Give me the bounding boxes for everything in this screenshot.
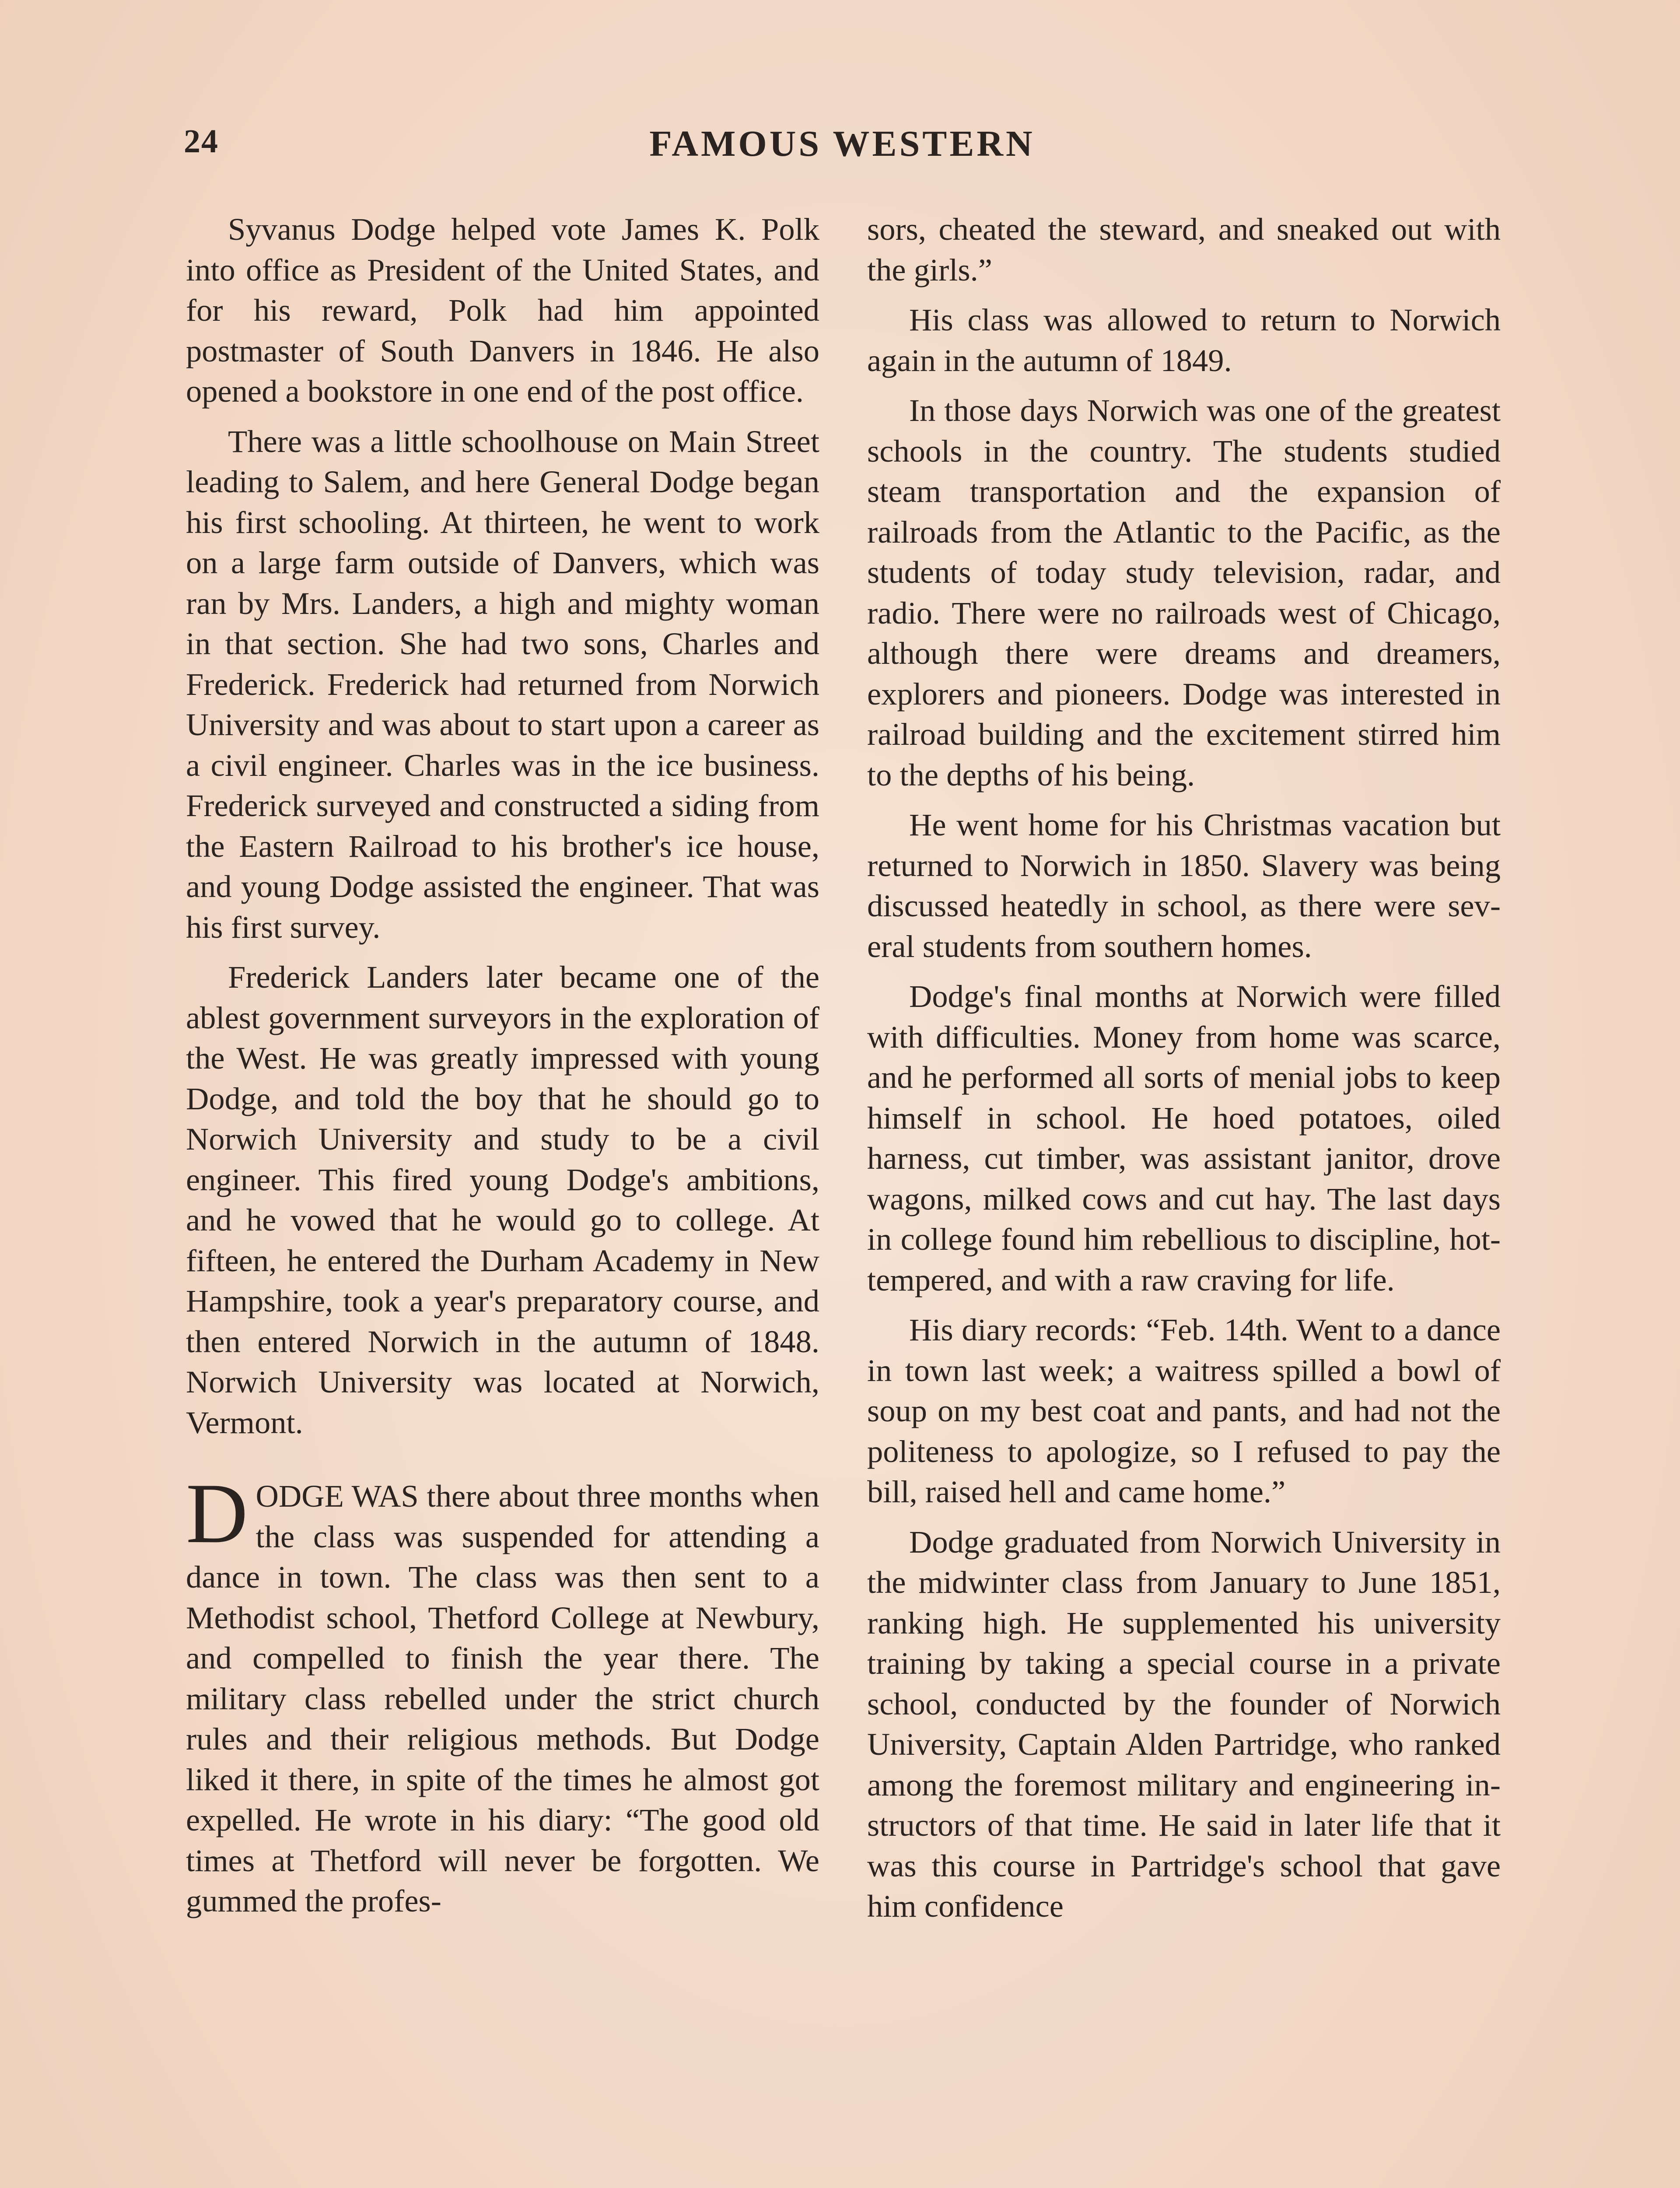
left-column (186, 209, 819, 2188)
paragraph: He went home for his Christmas vacation but returned to Norwich in 1850. Slavery was being discussed heatedly in school, as there were several students from southern homes. (867, 807, 1501, 964)
section-start-paragraph (186, 1466, 819, 1922)
paragraph: Dodge graduated from Norwich University in the midwinter class from January to June 1851, ranking high. He supplemented his university training by taking a special course in a private school, conducted by the founder of Norwich University, Captain Alden Partridge, who ranked among the foremost military and engineering instructors of that time. He said in later life that it was this course in Partridge's school that gave him confidence (867, 1524, 1501, 1924)
paragraph: His diary records: “Feb. 14th. Went to a dance in town last week; a waitress spilled a bowl of soup on my best coat and pants, and had not the politeness to apologize, so I refused to pay the bill, raised hell and came home.” (867, 1312, 1501, 1509)
paragraph: Dodge's final months at Norwich were filled with difficulties. Money from home was scarce, and he performed all sorts of menial jobs to keep himself in school. He hoed potatoes, oiled harness, cut timber, was assistant janitor, drove wagons, milked cows and cut hay. The last days in college found him rebellious to discipline, hot-tempered, and with a raw craving for life. (867, 978, 1501, 1297)
paragraph-text: ODGE WAS there about three months when the class was suspended for attending a dance in town. The class was then sent to a Methodist school, Thetford College at Newbury, and compelled to finish the year there. The military class rebelled under the strict church rules and their religious methods. But Dodge liked it there, in spite of the times he almost got expelled. He wrote in his diary: “The good old times at Thetford will never be forgotten. We gummed the profes- (186, 1478, 819, 1918)
article-body (186, 209, 1501, 2188)
page-number: 24 (184, 123, 219, 160)
paragraph: In those days Norwich was one of the greatest schools in the country. The students studied steam transportation and the expansion of railroads from the Atlantic to the Pacific, as the students of today study television, radar, and radio. There were no railroads west of Chicago, although there were dreams and dreamers, explorers and pioneers. Dodge was interested in railroad building and the excitement stirred him to the depths of his being. (867, 393, 1501, 792)
paragraph: Syvanus Dodge helped vote James K. Polk into office as President of the United States, and for his reward, Polk had him appointed postmaster of South Danvers in 1846. He also opened a bookstore in one end of the post office. (186, 211, 819, 409)
drop-cap: D (186, 1466, 248, 1561)
right-column (867, 209, 1501, 2188)
paragraph: Frederick Landers later became one of the ablest government surveyors in the exploration of the West. He was greatly impressed with young Dodge, and told the boy that he should go to Norwich University and study to be a civil engineer. This fired young Dodge's ambitions, and he vowed that he would go to college. At fifteen, he entered the Durham Academy in New Hampshire, took a year's preparatory course, and then entered Norwich in the autumn of 1848. Norwich University was located at Norwich, Vermont. (186, 959, 819, 1440)
paragraph-continuation: sors, cheated the steward, and sneaked out with the girls.” (867, 211, 1501, 288)
running-title: FAMOUS WESTERN (649, 123, 1035, 164)
paragraph: There was a little schoolhouse on Main Street leading to Salem, and here General Dodge began his first schooling. At thirteen, he went to work on a large farm outside of Danvers, which was ran by Mrs. Landers, a high and mighty woman in that section. She had two sons, Charles and Frederick. Frederick had returned from Norwich University and was about to start upon a career as a civil engineer. Charles was in the ice business. Frederick surveyed and constructed a siding from the Eastern Railroad to his brother's ice house, and young Dodge assisted the engineer. That was his first survey. (186, 423, 819, 945)
paragraph: His class was allowed to return to Norwich again in the autumn of 1849. (867, 302, 1501, 378)
page-header (184, 123, 1501, 175)
